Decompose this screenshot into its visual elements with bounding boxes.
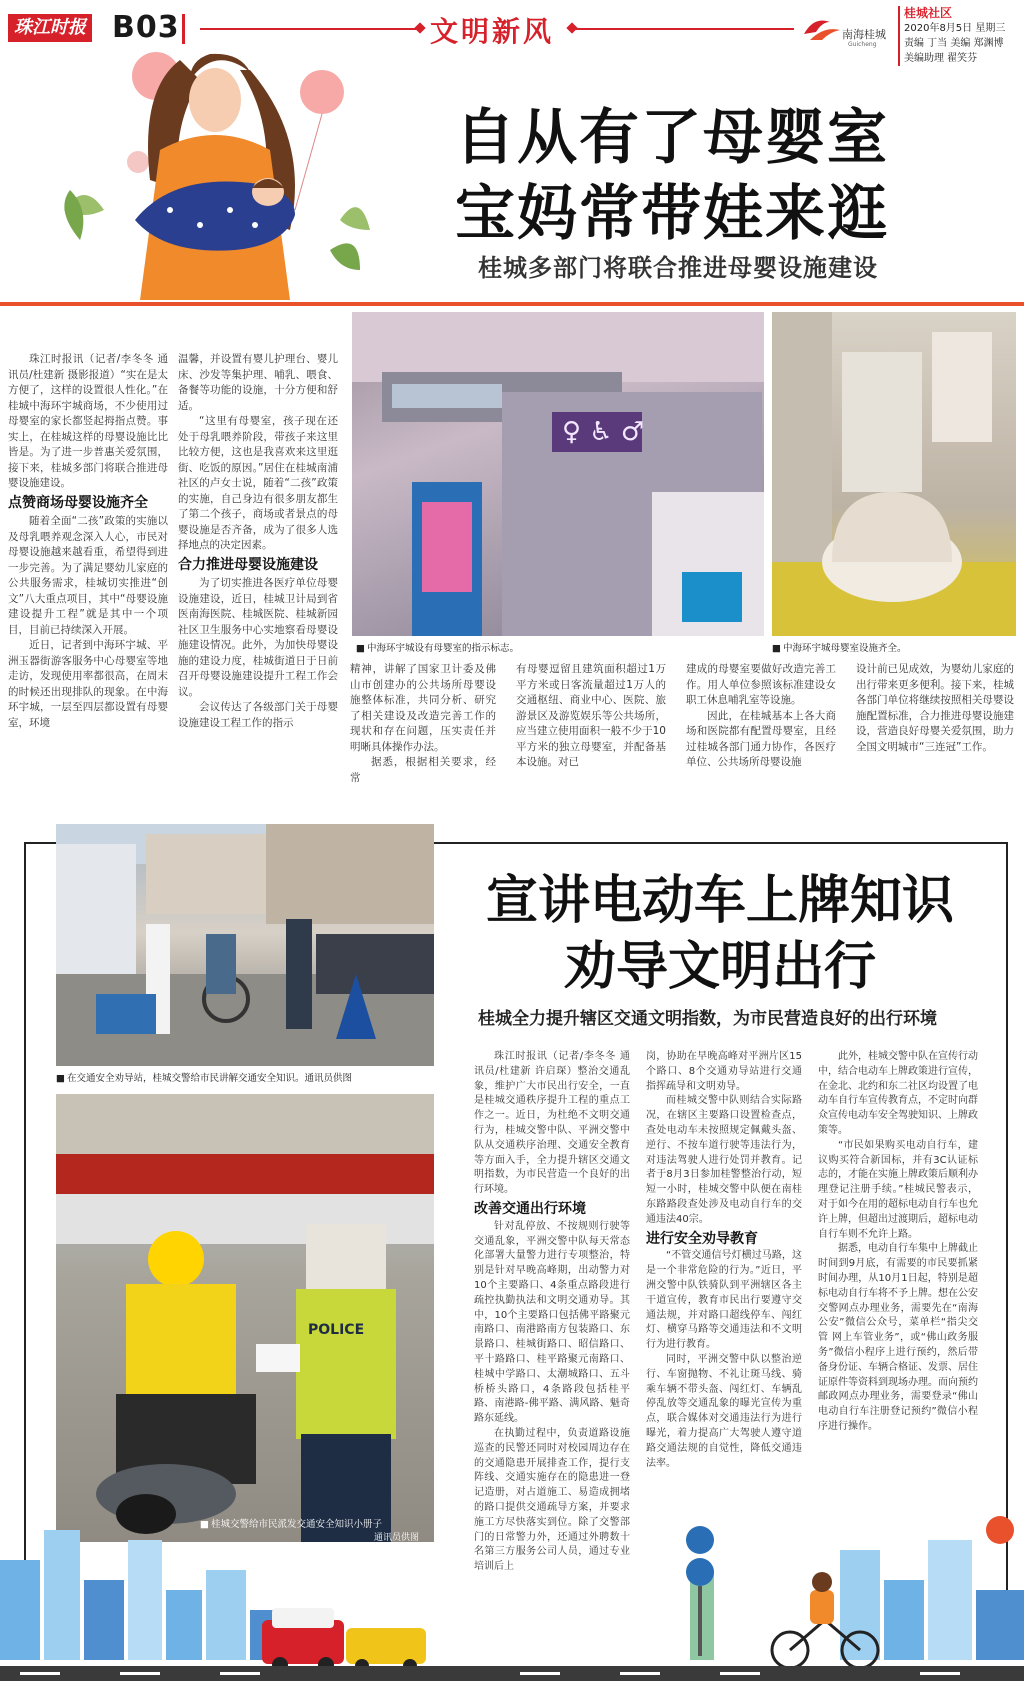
article2-subtitle: 桂城全力提升辖区交通文明指数，为市民营造良好的出行环境 bbox=[478, 1009, 937, 1029]
article2-paragraph: 据悉，电动自行车集中上牌截止时间到9月底，有需要的市民要抓紧时间办理，从10月1日起，特别是超标电动自行车将不予上牌。想在公安交警网点办理业务，需要先在“南海公安”微信公众号，菜单栏“指尖交管 网上车管业务”，或“佛山政务服务”微信小程序上进行预约，然后带备身份证、车辆合格证、发票、居住证原件等资料到现场办理。而向预约邮政网点办理业务，需要登录“佛山电动自行车注册登记预约”微信小程序进行操作。 bbox=[818, 1243, 978, 1432]
article1-title-line1: 自从有了母婴室 bbox=[455, 103, 889, 173]
editor-credits: 责编 丁当 美编 郑渊博 bbox=[904, 38, 1004, 49]
article1-paragraph: 有母婴逗留且建筑面积超过1万平方米或日客流量超过1万人的交通枢纽、商业中心、医院、旅游景区及游览娱乐等公共场所，应当建立使用面积一般不少于10平方米的独立母婴室，并配备基本设施。对已 bbox=[516, 663, 666, 768]
article2-paragraph: 珠江时报讯（记者/李冬冬 通讯员/杜建新 许启琛）整治交通乱象，维护广大市民出行安全，一直是桂城交通秩序提升工程的重点工作之一。近日，为杜绝不文明交通行为，桂城交警中队、平洲交警中队从交通秩序治理、交通安全教育等方面入手，全力提升辖区交通文明指数，为市民营造一个良好的出行环境。 bbox=[474, 1051, 630, 1196]
article1-paragraph: 为了切实推进各医疗单位母婴设施建设，近日，桂城卫计局到省医南海医院、桂城医院、桂城新园社区卫生服务中心实地察看母婴设施建设情况。此外，为加快母婴设施的建设力度，桂城街道日于日前召开母婴设施建设提升工程工作会议。 bbox=[178, 577, 338, 698]
article2-title bbox=[482, 868, 958, 1000]
article2-photo2-caption: ■ 桂城交警给市民派发交通安全知识小册子 bbox=[200, 1516, 382, 1530]
article2-title-line2: 劝导文明出行 bbox=[563, 936, 876, 997]
article2-column-3 bbox=[818, 1050, 978, 1435]
article1-column-3 bbox=[350, 662, 496, 786]
traffic-station-photo bbox=[56, 824, 434, 1066]
article1-paragraph: 会议传达了各级部门关于母婴设施建设工程工作的指示 bbox=[178, 701, 338, 729]
article1-paragraph: 因此，在桂城基本上各大商场和医院都有配置母婴室，且经过桂城各部门通力协作，各医疗单位、公共场所母婴设施 bbox=[686, 709, 836, 768]
nursing-room-photo-drawing bbox=[772, 312, 1016, 636]
article2-title-line1: 宣讲电动车上牌知识 bbox=[485, 870, 954, 931]
article1-column-4 bbox=[516, 662, 666, 771]
article1-paragraph: 设计前已见成效，为婴幼儿家庭的出行带来更多便利。接下来，桂城各部门单位将继续按照相关母婴设施配置标准，合力推进母婴设施建设，营造良好母婴关爱氛围，助力全国文明城市“三连冠”工作。 bbox=[856, 663, 1014, 753]
article1-title bbox=[455, 100, 889, 252]
article1-subheading-1: 点赞商场母婴设施齐全 bbox=[8, 494, 148, 511]
article1-title-line2: 宝妈常带娃来逛 bbox=[455, 179, 889, 249]
assistant-credits: 美编助理 翟笑芬 bbox=[904, 53, 978, 64]
svg-text:♀ ♿ ♂: ♀ ♿ ♂ bbox=[562, 417, 645, 447]
section-rule-dot-left bbox=[414, 22, 425, 33]
section-rule-right bbox=[574, 28, 794, 30]
issue-info bbox=[898, 6, 1005, 66]
nursing-room-photo bbox=[772, 312, 1016, 636]
logo-text: 南海桂城 bbox=[842, 28, 886, 41]
article2-paragraph: 此外，桂城交警中队在宣传行动中，结合电动车上牌政策进行宣传，在金北、北约和东二社区均设置了电动车自行车宣传教育点，不定时向群众宣传电动车安全驾驶知识、上牌政策等。 bbox=[818, 1051, 978, 1136]
article2-paragraph: 同时，平洲交警中队以整治逆行、车窗抛物、不礼让斑马线、骑乘车辆不带头盔、闯红灯、车辆乱停乱放等交通乱象的曝光宣传为重点，联合媒体对交通违法行为进行曝光，着力提高广大驾驶人遵守道路交通法规的自觉性，降低交通违法率。 bbox=[646, 1353, 802, 1469]
nanhai-guicheng-logo-icon bbox=[800, 12, 844, 46]
article2-photo2-credit: 通讯员供图 bbox=[374, 1533, 420, 1543]
article1-column-6 bbox=[856, 662, 1014, 755]
traffic-station-photo-drawing bbox=[56, 824, 434, 1066]
article1-paragraph: “这里有母婴室，孩子现在还处于母乳喂养阶段，带孩子来这里比较方便，这也是我喜欢来这里逛街、吃饭的原因。”居住在桂城南浦社区的卢女士说，随着“二孩”政策的实施，自己身边有很多朋友都生了第二个孩子，商场或者景点的母婴设施是否齐备，成为了很多人选择地点的决定因素。 bbox=[178, 415, 338, 551]
article1-column-2 bbox=[178, 352, 338, 731]
article2-paragraph: 岗，协助在早晚高峰对平洲片区15个路口、8个交通劝导站进行交通指挥疏导和文明劝导。 bbox=[646, 1051, 802, 1092]
article2-paragraph: 在执勤过程中，负责道路设施巡查的民警还同时对校园周边存在的交通隐患开展排查工作，提行支阵线、交通实施存在的隐患进一登记造册，对占道施工、易造成拥堵的路口提供交通疏导方案，并要求施工方尽快落实到位。除了交警部门的日常警力外，还通过外聘数十名第三方服务公司人员，通过专业培训后上 bbox=[474, 1427, 630, 1573]
article1-column-5 bbox=[686, 662, 836, 771]
article1-paragraph: 近日，记者到中海环宇城、平洲玉器街游客服务中心母婴室等地走访，发现使用率都很高，在周末的时候还出现排队的现象。在中海环宇城，一层至四层都设置有母婴室，环境 bbox=[8, 639, 168, 729]
article1-paragraph: 随着全面“二孩”政策的实施以及母乳喂养观念深入人心，市民对母婴设施越来越看重，希望得到进一步完善。为了满足婴幼儿家庭的公共服务需求，桂城切实推进“创文”八大重点项目，其中“母婴设施建设提升工程”就是其中一个项目，目前已持续深入开展。 bbox=[8, 515, 168, 636]
photo1-caption: ■ 中海环宇城设有母婴室的指示标志。 bbox=[356, 640, 519, 654]
article1-paragraph: 建成的母婴室要做好改造完善工作。用人单位参照该标准建设女职工休息哺乳室等设施。 bbox=[686, 663, 836, 706]
article1-paragraph: 珠江时报讯（记者/李冬冬 通讯员/杜建新 摄影报道）“实在是太方便了，这样的设置很人性化。”在桂城中海环宇城商场，不少使用过母婴室的家长都竖起拇指点赞。事实上，在桂城这样的母婴设施比比皆是。为了进一步普惠关爱氛围，接下来，桂城多部门将联合推进母婴设施建设。 bbox=[8, 353, 168, 489]
article1-column-1 bbox=[8, 352, 168, 731]
police-vest-text: POLICE bbox=[308, 1322, 365, 1338]
page-number: B03 bbox=[112, 10, 180, 45]
article2-photo1-caption: ■ 在交通安全劝导站，桂城交警给市民讲解交通安全知识。通讯员供图 bbox=[56, 1070, 352, 1084]
mother-baby-illustration bbox=[40, 40, 370, 300]
mall-sign-photo bbox=[352, 312, 764, 636]
newspaper-masthead: 珠江时报 bbox=[8, 14, 92, 42]
column-brand: 桂城社区 bbox=[904, 6, 953, 20]
article1-paragraph: 精神，讲解了国家卫计委及佛山市创建办的公共场所母婴设施整体标准，共同分析、研究了相关建设及改造完善工作的现状和存在问题，压实责任并明晰具体操作办法。 bbox=[350, 663, 496, 753]
photo2-caption: ■ 中海环宇城母婴室设施齐全。 bbox=[772, 640, 907, 654]
hero-divider bbox=[0, 302, 1024, 306]
mall-sign-photo-drawing bbox=[352, 312, 764, 636]
article1-paragraph: 据悉，根据相关要求，经常 bbox=[350, 756, 496, 784]
article2-paragraph: “不管交通信号灯横过马路，这是一个非常危险的行为。”近日，平洲交警中队铁骑队到平洲辖区各主干道宣传，教育市民出行要遵守交通法规，并对路口超线停车、闯红灯、横穿马路等交通违法和不文明行为进行教育。 bbox=[646, 1250, 802, 1351]
article2-subheading-1: 改善交通出行环境 bbox=[474, 1200, 586, 1217]
section-title: 文明新风 bbox=[430, 15, 555, 48]
issue-date: 2020年8月5日 星期三 bbox=[904, 23, 1006, 34]
article1-subtitle: 桂城多部门将联合推进母婴设施建设 bbox=[478, 254, 878, 282]
article2-column-1 bbox=[474, 1050, 630, 1575]
article2-paragraph: “市民如果购买电动自行车，建议购买符合新国标，并有3C认证标志的，才能在实施上牌政策后顺利办理登记注册手续。”桂城民警表示，对于如今在用的超标电动自行车也允许上牌，但超出过渡期后，超标电动自行车则不允许上路。 bbox=[818, 1139, 978, 1240]
police-leaflet-photo-drawing bbox=[56, 1094, 434, 1542]
article1-subheading-2: 合力推进母婴设施建设 bbox=[178, 556, 318, 573]
article2-column-2 bbox=[646, 1050, 802, 1471]
city-street-illustration bbox=[0, 1500, 1024, 1681]
section-rule-left bbox=[200, 28, 420, 30]
article2-paragraph: 针对乱停放、不按规则行驶等交通乱象，平洲交警中队每天常态化部署大量警力进行专项整治，特别是针对早晚高峰期，出动警力对10个主要路口、4条重点路段进行疏控执勤执法和文明交通劝导。其中，10个主要路口包括佛平路聚元南路口、南港路南方包装路口、东景路口、桂城街路口、昭信路口、平十路路口、桂平路聚元南路口、桂城中学路口、太潮城路口、五斗桥桥头路口，4条路段包括桂平路、南港路-佛平路、满风路、魁奇路东延线。 bbox=[474, 1220, 630, 1425]
logo-subtext: Guicheng bbox=[848, 41, 877, 48]
police-leaflet-photo bbox=[56, 1094, 434, 1542]
article2-subheading-2: 进行安全劝导教育 bbox=[646, 1230, 758, 1247]
article2-paragraph: 而桂城交警中队则结合实际路况，在辖区主要路口设置检查点，查处电动车未按照规定佩戴头盔、逆行、不按车道行驶等违法行为，对违法驾驶人进行处罚并教育。记者于8月3日参加桂警整治行动，短短一小时，桂城交警中队便在南桂东路路段查处涉及电动自行车的交通违法40宗。 bbox=[646, 1095, 802, 1225]
article1-paragraph: 温馨，并设置有婴儿护理台、婴儿床、沙发等集护理、哺乳、喂食、备餐等功能的设施，十分方便和舒适。 bbox=[178, 353, 338, 412]
